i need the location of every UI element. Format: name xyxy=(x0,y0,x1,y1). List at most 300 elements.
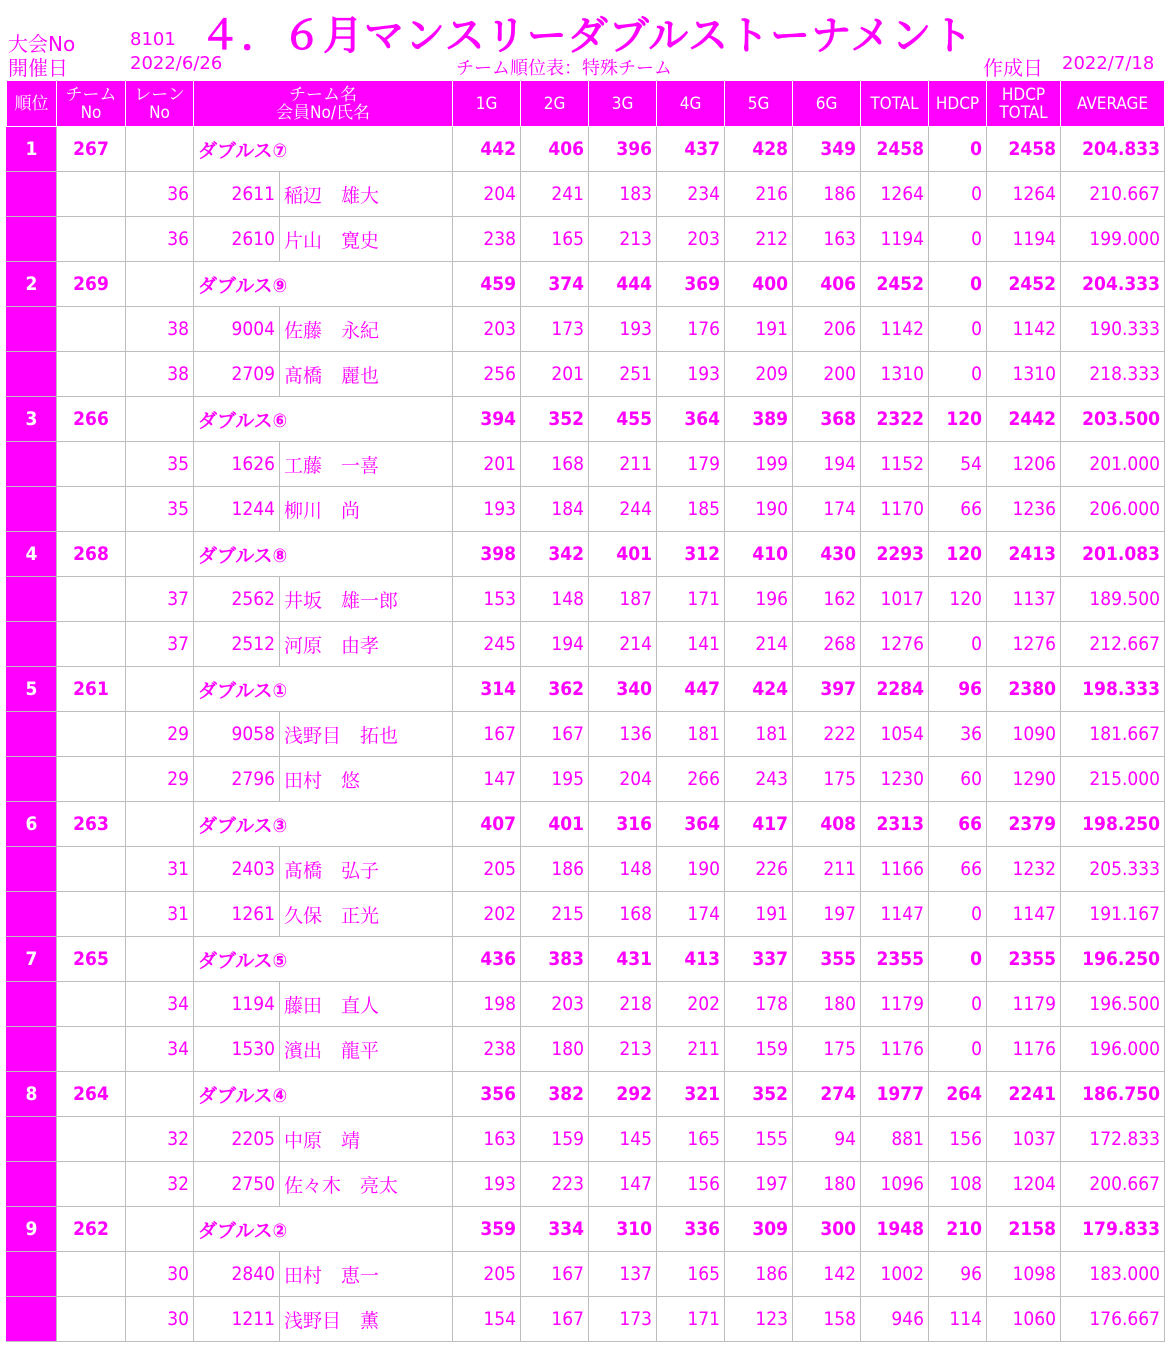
game-score-cell: 356 xyxy=(453,1072,521,1117)
lane-cell xyxy=(126,127,194,172)
game-score-cell: 400 xyxy=(725,262,793,307)
team-no-cell: 269 xyxy=(57,262,126,307)
game-score-cell: 174 xyxy=(657,892,725,937)
member-no-cell: 2403 xyxy=(194,847,280,892)
member-no-cell: 1261 xyxy=(194,892,280,937)
lane-cell xyxy=(126,397,194,442)
member-name-cell: 髙橋 麗也 xyxy=(280,352,453,397)
game-score-cell: 147 xyxy=(453,757,521,802)
total-cell: 1017 xyxy=(861,577,929,622)
game-score-cell: 266 xyxy=(657,757,725,802)
team-no-cell xyxy=(57,487,126,532)
team-row xyxy=(7,397,1165,442)
member-name-cell: 田村 悠 xyxy=(280,757,453,802)
game-score-cell: 198 xyxy=(453,982,521,1027)
hdcp-cell: 210 xyxy=(929,1207,987,1252)
team-no-cell xyxy=(57,847,126,892)
game-score-cell: 180 xyxy=(521,1027,589,1072)
average-cell: 176.667 xyxy=(1061,1297,1165,1342)
game-score-cell: 205 xyxy=(453,1252,521,1297)
member-no-cell: 2205 xyxy=(194,1117,280,1162)
hdcp-total-cell: 1236 xyxy=(987,487,1061,532)
team-name-cell: ダブルス⑧ xyxy=(194,532,453,577)
game-score-cell: 214 xyxy=(589,622,657,667)
game-score-cell: 163 xyxy=(793,217,861,262)
game-score-cell: 190 xyxy=(657,847,725,892)
col-name: チーム名 会員No/氏名 xyxy=(194,81,453,127)
total-cell: 2355 xyxy=(861,937,929,982)
game-score-cell: 355 xyxy=(793,937,861,982)
team-no-cell: 262 xyxy=(57,1207,126,1252)
game-score-cell: 167 xyxy=(521,1297,589,1342)
game-score-cell: 200 xyxy=(793,352,861,397)
total-cell: 1152 xyxy=(861,442,929,487)
game-score-cell: 203 xyxy=(521,982,589,1027)
game-score-cell: 401 xyxy=(589,532,657,577)
hdcp-total-cell: 1232 xyxy=(987,847,1061,892)
member-name-cell: 佐藤 永紀 xyxy=(280,307,453,352)
game-score-cell: 176 xyxy=(657,307,725,352)
game-score-cell: 316 xyxy=(589,802,657,847)
game-score-cell: 145 xyxy=(589,1117,657,1162)
team-no-cell xyxy=(57,1252,126,1297)
lane-cell: 31 xyxy=(126,847,194,892)
hdcp-total-cell: 2355 xyxy=(987,937,1061,982)
game-score-cell: 340 xyxy=(589,667,657,712)
game-score-cell: 197 xyxy=(793,892,861,937)
team-no-cell xyxy=(57,442,126,487)
tournament-no-label: 大会No xyxy=(8,32,76,56)
hdcp-cell: 0 xyxy=(929,892,987,937)
total-cell: 2293 xyxy=(861,532,929,577)
team-name-cell: ダブルス⑤ xyxy=(194,937,453,982)
game-score-cell: 442 xyxy=(453,127,521,172)
team-name-cell: ダブルス⑥ xyxy=(194,397,453,442)
member-name-cell: 佐々木 亮太 xyxy=(280,1162,453,1207)
hdcp-total-cell: 2458 xyxy=(987,127,1061,172)
average-cell: 204.833 xyxy=(1061,127,1165,172)
game-score-cell: 142 xyxy=(793,1252,861,1297)
game-score-cell: 190 xyxy=(725,487,793,532)
hdcp-cell: 66 xyxy=(929,802,987,847)
team-row xyxy=(7,937,1165,982)
member-row xyxy=(7,1252,1165,1297)
total-cell: 946 xyxy=(861,1297,929,1342)
game-score-cell: 156 xyxy=(657,1162,725,1207)
game-score-cell: 206 xyxy=(793,307,861,352)
rank-cell xyxy=(7,172,57,217)
game-score-cell: 123 xyxy=(725,1297,793,1342)
rank-cell xyxy=(7,1252,57,1297)
game-score-cell: 204 xyxy=(453,172,521,217)
lane-cell: 32 xyxy=(126,1117,194,1162)
rank-cell: 4 xyxy=(7,532,57,577)
average-cell: 191.167 xyxy=(1061,892,1165,937)
hdcp-cell: 114 xyxy=(929,1297,987,1342)
member-row xyxy=(7,1117,1165,1162)
average-cell: 181.667 xyxy=(1061,712,1165,757)
hdcp-total-cell: 2442 xyxy=(987,397,1061,442)
lane-cell: 35 xyxy=(126,487,194,532)
game-score-cell: 310 xyxy=(589,1207,657,1252)
game-score-cell: 256 xyxy=(453,352,521,397)
rank-cell: 1 xyxy=(7,127,57,172)
rank-cell: 9 xyxy=(7,1207,57,1252)
game-score-cell: 417 xyxy=(725,802,793,847)
rank-cell: 3 xyxy=(7,397,57,442)
hdcp-total-cell: 2379 xyxy=(987,802,1061,847)
lane-cell: 35 xyxy=(126,442,194,487)
member-name-cell: 柳川 尚 xyxy=(280,487,453,532)
lane-cell: 36 xyxy=(126,172,194,217)
game-score-cell: 196 xyxy=(725,577,793,622)
game-score-cell: 251 xyxy=(589,352,657,397)
average-cell: 196.000 xyxy=(1061,1027,1165,1072)
average-cell: 201.083 xyxy=(1061,532,1165,577)
member-name-cell: 工藤 一喜 xyxy=(280,442,453,487)
member-name-cell: 浅野目 薫 xyxy=(280,1297,453,1342)
game-score-cell: 406 xyxy=(521,127,589,172)
rank-cell: 7 xyxy=(7,937,57,982)
member-row xyxy=(7,307,1165,352)
game-score-cell: 336 xyxy=(657,1207,725,1252)
game-score-cell: 141 xyxy=(657,622,725,667)
member-row xyxy=(7,217,1165,262)
hdcp-total-cell: 1176 xyxy=(987,1027,1061,1072)
member-row xyxy=(7,487,1165,532)
game-score-cell: 184 xyxy=(521,487,589,532)
col-hdcp: HDCP xyxy=(929,81,987,127)
hdcp-cell: 0 xyxy=(929,262,987,307)
lane-cell: 31 xyxy=(126,892,194,937)
hdcp-cell: 66 xyxy=(929,487,987,532)
game-score-cell: 167 xyxy=(521,1252,589,1297)
game-score-cell: 349 xyxy=(793,127,861,172)
lane-cell: 29 xyxy=(126,757,194,802)
hdcp-cell: 0 xyxy=(929,1027,987,1072)
game-score-cell: 186 xyxy=(725,1252,793,1297)
game-score-cell: 455 xyxy=(589,397,657,442)
game-score-cell: 165 xyxy=(657,1252,725,1297)
game-score-cell: 337 xyxy=(725,937,793,982)
average-cell: 196.500 xyxy=(1061,982,1165,1027)
member-no-cell: 2562 xyxy=(194,577,280,622)
game-score-cell: 408 xyxy=(793,802,861,847)
lane-cell: 30 xyxy=(126,1252,194,1297)
total-cell: 1310 xyxy=(861,352,929,397)
average-cell: 189.500 xyxy=(1061,577,1165,622)
game-score-cell: 428 xyxy=(725,127,793,172)
team-no-cell: 263 xyxy=(57,802,126,847)
hdcp-total-cell: 2413 xyxy=(987,532,1061,577)
game-score-cell: 201 xyxy=(453,442,521,487)
team-no-cell xyxy=(57,622,126,667)
total-cell: 1096 xyxy=(861,1162,929,1207)
game-score-cell: 211 xyxy=(793,847,861,892)
game-score-cell: 194 xyxy=(521,622,589,667)
hdcp-cell: 0 xyxy=(929,307,987,352)
member-no-cell: 1194 xyxy=(194,982,280,1027)
team-no-cell xyxy=(57,352,126,397)
average-cell: 186.750 xyxy=(1061,1072,1165,1117)
col-4g: 4G xyxy=(657,81,725,127)
average-cell: 201.000 xyxy=(1061,442,1165,487)
member-no-cell: 1626 xyxy=(194,442,280,487)
game-score-cell: 147 xyxy=(589,1162,657,1207)
lane-cell xyxy=(126,1207,194,1252)
game-score-cell: 234 xyxy=(657,172,725,217)
rank-cell xyxy=(7,577,57,622)
average-cell: 190.333 xyxy=(1061,307,1165,352)
team-name-cell: ダブルス⑦ xyxy=(194,127,453,172)
member-name-cell: 藤田 直人 xyxy=(280,982,453,1027)
created-date: 2022/7/18 xyxy=(1062,53,1155,74)
rank-cell: 2 xyxy=(7,262,57,307)
hdcp-cell: 96 xyxy=(929,1252,987,1297)
col-6g: 6G xyxy=(793,81,861,127)
hdcp-cell: 0 xyxy=(929,172,987,217)
game-score-cell: 352 xyxy=(521,397,589,442)
total-cell: 1179 xyxy=(861,982,929,1027)
total-cell: 881 xyxy=(861,1117,929,1162)
game-score-cell: 238 xyxy=(453,217,521,262)
game-score-cell: 148 xyxy=(521,577,589,622)
member-row xyxy=(7,712,1165,757)
total-cell: 1147 xyxy=(861,892,929,937)
game-score-cell: 244 xyxy=(589,487,657,532)
game-score-cell: 197 xyxy=(725,1162,793,1207)
col-3g: 3G xyxy=(589,81,657,127)
game-score-cell: 181 xyxy=(725,712,793,757)
game-score-cell: 216 xyxy=(725,172,793,217)
hdcp-total-cell: 1206 xyxy=(987,442,1061,487)
average-cell: 210.667 xyxy=(1061,172,1165,217)
average-cell: 196.250 xyxy=(1061,937,1165,982)
game-score-cell: 203 xyxy=(657,217,725,262)
lane-cell: 36 xyxy=(126,217,194,262)
average-cell: 203.500 xyxy=(1061,397,1165,442)
game-score-cell: 180 xyxy=(793,982,861,1027)
hdcp-cell: 264 xyxy=(929,1072,987,1117)
tournament-no: 8101 xyxy=(130,29,176,50)
game-score-cell: 193 xyxy=(453,1162,521,1207)
team-no-cell: 261 xyxy=(57,667,126,712)
total-cell: 2313 xyxy=(861,802,929,847)
lane-cell xyxy=(126,802,194,847)
rank-cell: 6 xyxy=(7,802,57,847)
member-name-cell: 稲辺 雄大 xyxy=(280,172,453,217)
lane-cell xyxy=(126,937,194,982)
game-score-cell: 162 xyxy=(793,577,861,622)
game-score-cell: 394 xyxy=(453,397,521,442)
rank-cell xyxy=(7,217,57,262)
rank-cell xyxy=(7,982,57,1027)
hdcp-total-cell: 1204 xyxy=(987,1162,1061,1207)
game-score-cell: 268 xyxy=(793,622,861,667)
game-score-cell: 396 xyxy=(589,127,657,172)
rank-cell xyxy=(7,892,57,937)
game-score-cell: 186 xyxy=(793,172,861,217)
hdcp-cell: 156 xyxy=(929,1117,987,1162)
team-row xyxy=(7,802,1165,847)
average-cell: 200.667 xyxy=(1061,1162,1165,1207)
event-date: 2022/6/26 xyxy=(130,53,223,74)
hdcp-cell: 96 xyxy=(929,667,987,712)
team-no-cell xyxy=(57,892,126,937)
member-row xyxy=(7,352,1165,397)
game-score-cell: 218 xyxy=(589,982,657,1027)
game-score-cell: 364 xyxy=(657,397,725,442)
game-score-cell: 389 xyxy=(725,397,793,442)
game-score-cell: 436 xyxy=(453,937,521,982)
hdcp-cell: 0 xyxy=(929,217,987,262)
col-rank: 順位 xyxy=(7,81,57,127)
game-score-cell: 193 xyxy=(453,487,521,532)
team-row xyxy=(7,262,1165,307)
game-score-cell: 459 xyxy=(453,262,521,307)
hdcp-total-cell: 1098 xyxy=(987,1252,1061,1297)
game-score-cell: 245 xyxy=(453,622,521,667)
total-cell: 1002 xyxy=(861,1252,929,1297)
game-score-cell: 238 xyxy=(453,1027,521,1072)
lane-cell xyxy=(126,1072,194,1117)
game-score-cell: 191 xyxy=(725,892,793,937)
game-score-cell: 431 xyxy=(589,937,657,982)
average-cell: 199.000 xyxy=(1061,217,1165,262)
game-score-cell: 444 xyxy=(589,262,657,307)
member-row xyxy=(7,892,1165,937)
team-no-cell xyxy=(57,217,126,262)
total-cell: 1142 xyxy=(861,307,929,352)
game-score-cell: 202 xyxy=(657,982,725,1027)
hdcp-total-cell: 1090 xyxy=(987,712,1061,757)
member-row xyxy=(7,622,1165,667)
total-cell: 1194 xyxy=(861,217,929,262)
team-name-cell: ダブルス③ xyxy=(194,802,453,847)
member-name-cell: 髙橋 弘子 xyxy=(280,847,453,892)
average-cell: 205.333 xyxy=(1061,847,1165,892)
game-score-cell: 94 xyxy=(793,1117,861,1162)
game-score-cell: 168 xyxy=(589,892,657,937)
team-no-cell xyxy=(57,1162,126,1207)
member-name-cell: 河原 由孝 xyxy=(280,622,453,667)
rank-cell xyxy=(7,712,57,757)
game-score-cell: 312 xyxy=(657,532,725,577)
total-cell: 1230 xyxy=(861,757,929,802)
member-no-cell: 2512 xyxy=(194,622,280,667)
col-5g: 5G xyxy=(725,81,793,127)
col-total: TOTAL xyxy=(861,81,929,127)
game-score-cell: 168 xyxy=(521,442,589,487)
game-score-cell: 165 xyxy=(657,1117,725,1162)
team-row xyxy=(7,1207,1165,1252)
game-score-cell: 410 xyxy=(725,532,793,577)
rank-cell xyxy=(7,757,57,802)
game-score-cell: 203 xyxy=(453,307,521,352)
game-score-cell: 167 xyxy=(521,712,589,757)
game-score-cell: 183 xyxy=(589,172,657,217)
game-score-cell: 158 xyxy=(793,1297,861,1342)
game-score-cell: 334 xyxy=(521,1207,589,1252)
rank-cell xyxy=(7,1027,57,1072)
game-score-cell: 214 xyxy=(725,622,793,667)
standings-table xyxy=(6,80,1165,1342)
member-name-cell: 久保 正光 xyxy=(280,892,453,937)
rank-cell xyxy=(7,1162,57,1207)
game-score-cell: 211 xyxy=(657,1027,725,1072)
lane-cell: 34 xyxy=(126,982,194,1027)
hdcp-cell: 0 xyxy=(929,127,987,172)
lane-cell: 37 xyxy=(126,577,194,622)
rank-cell xyxy=(7,1297,57,1342)
total-cell: 2284 xyxy=(861,667,929,712)
member-no-cell: 2750 xyxy=(194,1162,280,1207)
game-score-cell: 406 xyxy=(793,262,861,307)
hdcp-total-cell: 1290 xyxy=(987,757,1061,802)
team-no-cell: 266 xyxy=(57,397,126,442)
team-row xyxy=(7,667,1165,712)
game-score-cell: 342 xyxy=(521,532,589,577)
team-name-cell: ダブルス⑨ xyxy=(194,262,453,307)
game-score-cell: 136 xyxy=(589,712,657,757)
team-no-cell xyxy=(57,577,126,622)
game-score-cell: 382 xyxy=(521,1072,589,1117)
game-score-cell: 194 xyxy=(793,442,861,487)
hdcp-cell: 66 xyxy=(929,847,987,892)
game-score-cell: 309 xyxy=(725,1207,793,1252)
col-hdcp-total: HDCP TOTAL xyxy=(987,81,1061,127)
team-row xyxy=(7,1072,1165,1117)
page-title: ４．６月マンスリーダブルストーナメント xyxy=(200,13,974,59)
total-cell: 1948 xyxy=(861,1207,929,1252)
col-lane: レーン No xyxy=(126,81,194,127)
team-no-cell xyxy=(57,757,126,802)
game-score-cell: 226 xyxy=(725,847,793,892)
member-no-cell: 2840 xyxy=(194,1252,280,1297)
game-score-cell: 173 xyxy=(521,307,589,352)
team-no-cell: 265 xyxy=(57,937,126,982)
game-score-cell: 185 xyxy=(657,487,725,532)
game-score-cell: 187 xyxy=(589,577,657,622)
game-score-cell: 364 xyxy=(657,802,725,847)
lane-cell: 32 xyxy=(126,1162,194,1207)
game-score-cell: 243 xyxy=(725,757,793,802)
game-score-cell: 155 xyxy=(725,1117,793,1162)
game-score-cell: 137 xyxy=(589,1252,657,1297)
lane-cell xyxy=(126,667,194,712)
member-no-cell: 9058 xyxy=(194,712,280,757)
col-2g: 2G xyxy=(521,81,589,127)
total-cell: 1276 xyxy=(861,622,929,667)
team-no-cell xyxy=(57,982,126,1027)
game-score-cell: 173 xyxy=(589,1297,657,1342)
hdcp-cell: 60 xyxy=(929,757,987,802)
game-score-cell: 153 xyxy=(453,577,521,622)
member-row xyxy=(7,577,1165,622)
game-score-cell: 424 xyxy=(725,667,793,712)
game-score-cell: 175 xyxy=(793,757,861,802)
game-score-cell: 321 xyxy=(657,1072,725,1117)
lane-cell: 37 xyxy=(126,622,194,667)
team-no-cell: 268 xyxy=(57,532,126,577)
hdcp-cell: 120 xyxy=(929,532,987,577)
game-score-cell: 159 xyxy=(725,1027,793,1072)
hdcp-total-cell: 1037 xyxy=(987,1117,1061,1162)
total-cell: 1166 xyxy=(861,847,929,892)
average-cell: 212.667 xyxy=(1061,622,1165,667)
game-score-cell: 175 xyxy=(793,1027,861,1072)
member-name-cell: 片山 寛史 xyxy=(280,217,453,262)
